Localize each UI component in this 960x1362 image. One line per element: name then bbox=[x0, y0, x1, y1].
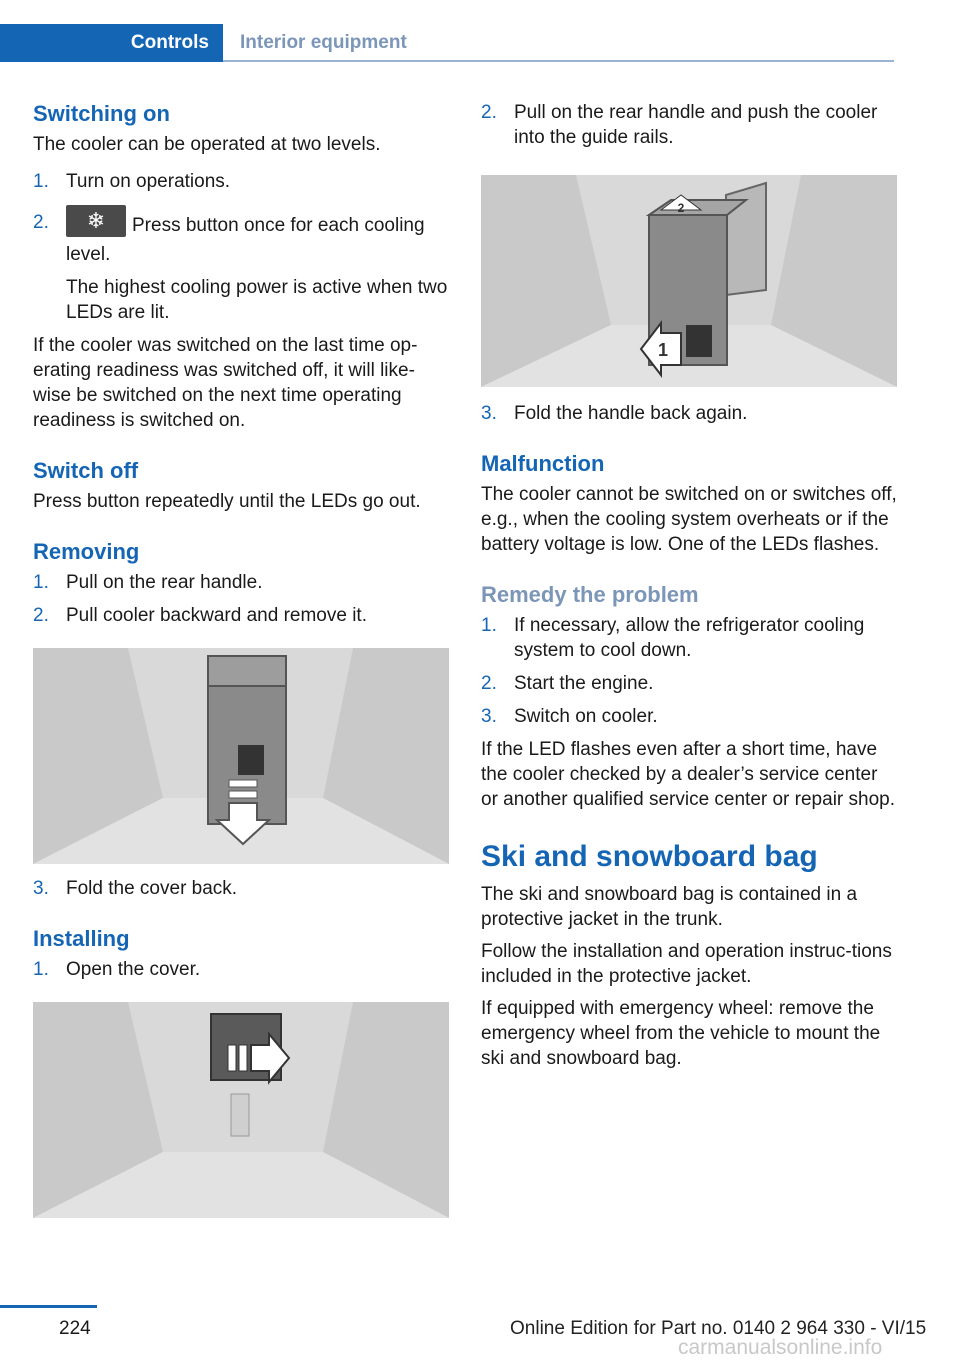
step-number: 3. bbox=[33, 878, 49, 899]
cooler-rails-illustration bbox=[481, 175, 897, 387]
list-item bbox=[481, 671, 897, 696]
list-item bbox=[33, 876, 449, 901]
step-text: Pull cooler backward and remove it. bbox=[66, 605, 367, 626]
step-number: 3. bbox=[481, 403, 497, 424]
left-column bbox=[33, 100, 449, 1218]
list-item bbox=[481, 401, 897, 426]
removing-heading: Removing bbox=[33, 539, 140, 564]
switch-off-text: Press button repeatedly until the LEDs go out. bbox=[33, 491, 421, 512]
step-number: 2. bbox=[33, 212, 49, 233]
step-text: Fold the cover back. bbox=[66, 878, 238, 899]
watermark-text: carmanualsonline.info bbox=[678, 1336, 883, 1359]
list-item bbox=[33, 957, 449, 982]
step-text: Start the engine. bbox=[514, 673, 654, 694]
step-text: Switch on cooler. bbox=[514, 706, 658, 727]
figure-open-cover bbox=[33, 1002, 449, 1218]
step-number: 1. bbox=[33, 959, 49, 980]
step-text: If necessary, allow the refrigerator cooling system to cool down. bbox=[514, 615, 865, 661]
list-item bbox=[33, 210, 449, 325]
switching-on-paragraph: If the cooler was switched on the last time op‐erating readiness was switched off, it will like‐wise be switched on the next time operating readiness is switched on. bbox=[33, 335, 418, 431]
malfunction-text: The cooler cannot be switched on or switches off, e.g., when the cooling system overheats or if the battery voltage is low. One of the LEDs flashes. bbox=[481, 484, 897, 555]
trunk-illustration bbox=[33, 648, 449, 864]
step-text: Press button once for each cooling level. bbox=[66, 215, 425, 265]
page-number: 224 bbox=[59, 1318, 91, 1339]
footer-rule bbox=[0, 1305, 97, 1308]
trunk-cover-illustration bbox=[33, 1002, 449, 1218]
header-rule bbox=[223, 60, 894, 62]
step-text: Pull on the rear handle and push the cooler into the guide rails. bbox=[514, 102, 878, 148]
step-text: Open the cover. bbox=[66, 959, 201, 980]
switching-on-intro: The cooler can be operated at two levels. bbox=[33, 134, 381, 155]
snowflake-icon: ❄ bbox=[66, 205, 126, 237]
step-text: Fold the handle back again. bbox=[514, 403, 748, 424]
step-number: 2. bbox=[33, 605, 49, 626]
list-item bbox=[481, 613, 897, 663]
step-number: 3. bbox=[481, 706, 497, 727]
malfunction-heading: Malfunction bbox=[481, 451, 605, 476]
step-text: Turn on operations. bbox=[66, 171, 231, 192]
figure-removing-cooler bbox=[33, 648, 449, 864]
ski-bag-p2: Follow the installation and operation instruc‐tions included in the protective jacket. bbox=[481, 941, 892, 987]
step-text: Pull on the rear handle. bbox=[66, 572, 263, 593]
subsection-title: Interior equipment bbox=[240, 32, 407, 53]
figure-push-cooler bbox=[481, 175, 897, 387]
ski-bag-heading: Ski and snowboard bag bbox=[481, 840, 818, 873]
list-item bbox=[33, 169, 449, 194]
ski-bag-p1: The ski and snowboard bag is contained in a protective jacket in the trunk. bbox=[481, 884, 858, 930]
remedy-paragraph: If the LED flashes even after a short time, have the cooler checked by a dealer’s service center or another qualified service center or repair shop. bbox=[481, 739, 896, 810]
list-item bbox=[33, 570, 449, 595]
switch-off-heading: Switch off bbox=[33, 458, 139, 483]
edition-text: Online Edition for Part no. 0140 2 964 330 - VI/15 bbox=[510, 1318, 927, 1339]
section-tab: Controls bbox=[0, 24, 223, 62]
remedy-heading: Remedy the problem bbox=[481, 582, 699, 607]
installing-heading: Installing bbox=[33, 926, 130, 951]
step-number: 2. bbox=[481, 102, 497, 123]
right-column bbox=[481, 100, 897, 1071]
ski-bag-p3: If equipped with emergency wheel: remove the emergency wheel from the vehicle to mount the ski and snowboard bag. bbox=[481, 998, 881, 1069]
step-note: The highest cooling power is active when two LEDs are lit. bbox=[66, 277, 448, 323]
list-item bbox=[33, 603, 449, 628]
list-item bbox=[481, 100, 897, 150]
step-number: 1. bbox=[33, 572, 49, 593]
step-number: 1. bbox=[481, 615, 497, 636]
list-item bbox=[481, 704, 897, 729]
figure-callout-1: 1 bbox=[657, 340, 669, 360]
figure-callout-2: 2 bbox=[677, 201, 685, 215]
step-number: 1. bbox=[33, 171, 49, 192]
step-number: 2. bbox=[481, 673, 497, 694]
switching-on-heading: Switching on bbox=[33, 101, 170, 126]
page-header bbox=[0, 24, 894, 62]
